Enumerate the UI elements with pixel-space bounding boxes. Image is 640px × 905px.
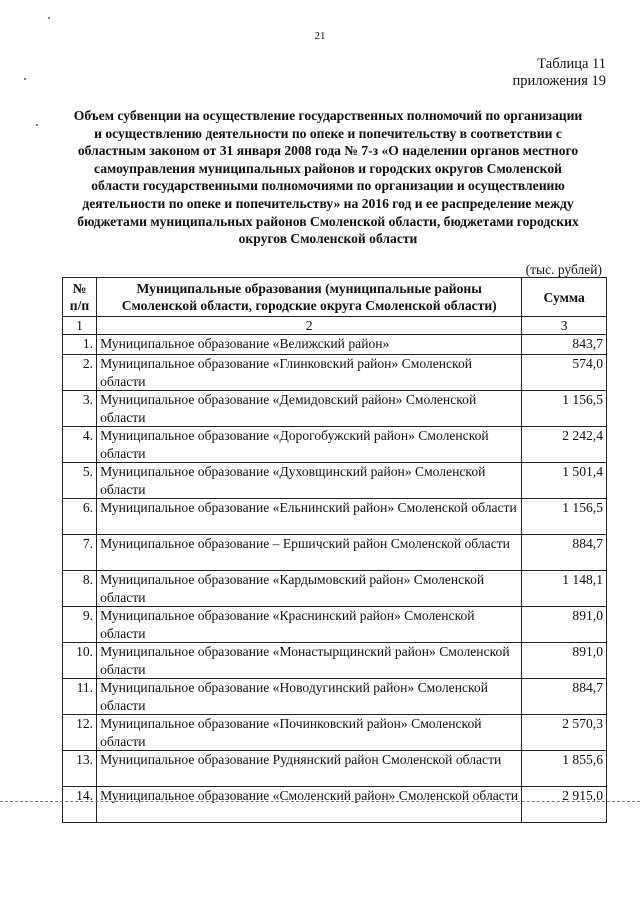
subvention-sum: 1 156,5 — [522, 391, 607, 427]
scan-dash-line — [0, 801, 640, 802]
table-row — [63, 751, 607, 787]
column-index-row — [63, 317, 607, 335]
subvention-table — [62, 277, 607, 823]
row-number: 11. — [63, 679, 97, 715]
document-title: Объем субвенции на осуществление государственных полномочий по организации и осуществлению деятельности по опеке и попечительству в соответствии с областным законом от 31 января 2008 года № 7-з «О наделении органов местного самоуправления муниципальных районов и городских округов Смоленской области государственными полномочиями по организации и осуществлению деятельности по опеке и попечительству» на 2016 год и ее распределение между бюджетами муниципальных районов Смоленской области, бюджетами городских округов Смоленской области — [73, 108, 583, 247]
municipality-name: Муниципальное образование «Глинковский район» Смоленской области — [97, 355, 522, 391]
subvention-sum: 884,7 — [522, 535, 607, 571]
table-row — [63, 643, 607, 679]
municipality-name: Муниципальное образование «Новодугинский район» Смоленской области — [97, 679, 522, 715]
subvention-sum: 574,0 — [522, 355, 607, 391]
table-row — [63, 535, 607, 571]
row-number: 4. — [63, 427, 97, 463]
municipality-name: Муниципальное образование «Демидовский район» Смоленской области — [97, 391, 522, 427]
municipality-name: Муниципальное образование «Краснинский район» Смоленской области — [97, 607, 522, 643]
subvention-sum: 2 915,0 — [522, 787, 607, 823]
subvention-sum: 1 855,6 — [522, 751, 607, 787]
row-number: 14. — [63, 787, 97, 823]
municipality-name: Муниципальное образование «Починковский район» Смоленской области — [97, 715, 522, 751]
page-number: 21 — [314, 30, 326, 42]
table-row — [63, 715, 607, 751]
municipality-name: Муниципальное образование «Кардымовский район» Смоленской области — [97, 571, 522, 607]
table-row — [63, 607, 607, 643]
table-row — [63, 499, 607, 535]
subvention-sum: 2 570,3 — [522, 715, 607, 751]
row-number: 3. — [63, 391, 97, 427]
row-number: 5. — [63, 463, 97, 499]
table-row — [63, 463, 607, 499]
scan-speck — [36, 124, 38, 126]
subvention-sum: 884,7 — [522, 679, 607, 715]
scan-speck — [48, 17, 50, 19]
scan-speck — [24, 78, 26, 80]
municipality-name: Муниципальное образование «Велижский район» — [97, 335, 522, 355]
table-row — [63, 571, 607, 607]
row-number: 7. — [63, 535, 97, 571]
row-number: 10. — [63, 643, 97, 679]
column-index-2: 2 — [97, 317, 522, 335]
municipality-name: Муниципальное образование – Ершичский район Смоленской области — [97, 535, 522, 571]
row-number: 12. — [63, 715, 97, 751]
row-number: 8. — [63, 571, 97, 607]
column-index-3: 3 — [522, 317, 607, 335]
table-row — [63, 391, 607, 427]
municipality-name: Муниципальное образование «Смоленский район» Смоленской области — [97, 787, 522, 823]
table-row — [63, 355, 607, 391]
header-sum: Сумма — [522, 278, 607, 317]
table-row — [63, 787, 607, 823]
table-row — [63, 427, 607, 463]
municipality-name: Муниципальное образование «Дорогобужский район» Смоленской области — [97, 427, 522, 463]
municipality-name: Муниципальное образование «Ельнинский район» Смоленской области — [97, 499, 522, 535]
table-row — [63, 679, 607, 715]
header-municipality: Муниципальные образования (муниципальные районы Смоленской области, городские округа Смоленской области) — [97, 278, 522, 317]
subvention-sum: 1 148,1 — [522, 571, 607, 607]
row-number: 9. — [63, 607, 97, 643]
subvention-sum: 2 242,4 — [522, 427, 607, 463]
table-reference-line2: приложения 19 — [512, 73, 606, 89]
subvention-sum: 891,0 — [522, 607, 607, 643]
column-index-1: 1 — [63, 317, 97, 335]
municipality-name: Муниципальное образование «Духовщинский район» Смоленской области — [97, 463, 522, 499]
subvention-sum: 1 156,5 — [522, 499, 607, 535]
municipality-name: Муниципальное образование «Монастырщинский район» Смоленской области — [97, 643, 522, 679]
table-reference-line1: Таблица 11 — [537, 56, 606, 72]
row-number: 2. — [63, 355, 97, 391]
table-row — [63, 335, 607, 355]
header-number: № п/п — [63, 278, 97, 317]
subvention-sum: 1 501,4 — [522, 463, 607, 499]
row-number: 13. — [63, 751, 97, 787]
table-header-row — [63, 278, 607, 317]
table-body — [63, 335, 607, 823]
subvention-sum: 843,7 — [522, 335, 607, 355]
table-reference — [513, 56, 606, 90]
row-number: 6. — [63, 499, 97, 535]
units-label: (тыс. рублей) — [525, 262, 602, 277]
row-number: 1. — [63, 335, 97, 355]
municipality-name: Муниципальное образование Руднянский район Смоленской области — [97, 751, 522, 787]
subvention-sum: 891,0 — [522, 643, 607, 679]
